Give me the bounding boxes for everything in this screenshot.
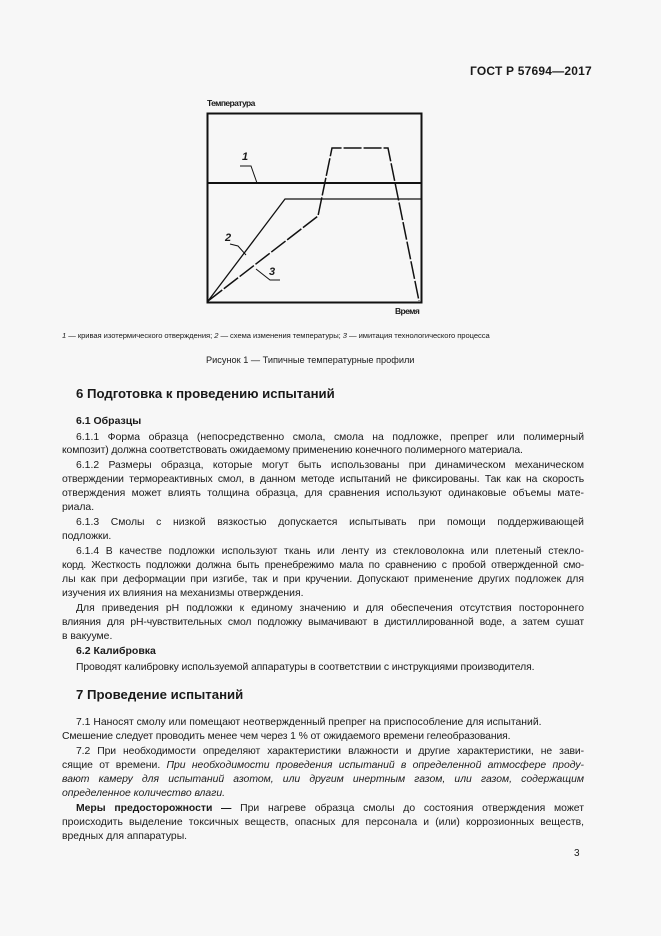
curve-label-1: 1	[242, 151, 248, 163]
paragraph-line: 7.1 Наносят смолу или помещают неотвержденный препрег на приспособление для испытаний.	[76, 717, 542, 728]
document-code: ГОСТ Р 57694—2017	[470, 64, 592, 78]
leader-1	[240, 166, 257, 183]
paragraph-line: риала.	[62, 502, 95, 513]
page-number: 3	[574, 848, 580, 859]
curve-label-2: 2	[225, 232, 231, 244]
section-6-2-heading: 6.2 Калибровка	[76, 645, 156, 657]
paragraph-line: Смешение следует проводить менее чем через 1 % от ожидаемого времени гелеобразования.	[62, 731, 511, 742]
paragraph-line: 6.1.4 В качестве подложки используют ткань или ленту из стекловолокна или плетеный стекло-	[76, 546, 584, 557]
figure-title: Рисунок 1 — Типичные температурные профили	[206, 355, 415, 365]
chart-frame	[208, 114, 422, 303]
leader-3	[256, 269, 280, 280]
figure-temperature-profiles	[200, 96, 440, 321]
paragraph-line: происходить выделение токсичных веществ, опасных для персонала и (или) коррозионных веществ,	[62, 817, 584, 828]
paragraph-line: Для приведения pH подложки к единому значению и для обеспечения отсутствия постороннего	[76, 603, 584, 614]
paragraph-line: корд. Жесткость подложки должна быть пренебрежимо мала по сравнению с пробой отвержденной смо-	[62, 560, 584, 571]
paragraph-line: влияния для pH-чувствительных смол подложку вымачивают в дистиллированной воде, а затем сушат	[62, 617, 584, 628]
paragraph-line: 6.1.2 Размеры образца, которые могут быть использованы при динамическом механическом	[76, 460, 584, 471]
chart-plot	[200, 96, 440, 321]
paragraph-line: сящие от времени. При необходимости проведения испытаний в определенной атмосфере проду-	[62, 760, 584, 771]
paragraph-line: отверждении термореактивных смол, в данном методе испытаний не фиксированы. Так как на скорость	[62, 474, 584, 485]
figure-legend: 1 — кривая изотермического отверждения; 2 — схема изменения температуры; 3 — имитация технологического процесса	[62, 331, 490, 340]
paragraph-line: лы как при деформации при изгибе, так и при кручении. Допускают применение других подложек для	[62, 574, 584, 585]
paragraph-line: отверждения может влиять толщина образца, для сравнения используют одинаковые объемы мате-	[62, 488, 584, 499]
curve-label-3: 3	[269, 266, 275, 278]
paragraph-line: определенное количество влаги.	[62, 788, 225, 799]
paragraph-line: 6.1.3 Смолы с низкой вязкостью допускается испытывать при помощи поддерживающей	[76, 517, 584, 528]
paragraph-line: вредных для аппаратуры.	[62, 831, 188, 842]
section-7-heading: 7 Проведение испытаний	[76, 687, 244, 702]
paragraph-line: в вакууме.	[62, 631, 113, 642]
precaution-line: Меры предосторожности — При нагреве образца смолы до состояния отверждения может	[76, 803, 584, 814]
curve-3	[208, 148, 419, 301]
paragraph-line: изучения их влияния на механизмы отверждения.	[62, 588, 304, 599]
paragraph-line: вают камеру для испытаний азотом, или другим инертным газом, или газом, содержащим	[62, 774, 584, 785]
section-6-heading: 6 Подготовка к проведению испытаний	[76, 386, 335, 401]
paragraph-line: подложки.	[62, 531, 112, 542]
paragraph-line: композит) должна соответствовать ожидаемому применению конечного полимерного материала.	[62, 445, 523, 456]
y-axis-label: Температура	[207, 98, 255, 108]
curve-2	[208, 199, 421, 301]
x-axis-label: Время	[395, 306, 420, 316]
paragraph-line: 6.1.1 Форма образца (непосредственно смола, смола на подложке, препрег или полимерный	[76, 432, 584, 443]
paragraph-line: Проводят калибровку используемой аппаратуры в соответствии с инструкциями производителя.	[76, 662, 535, 673]
paragraph-line: 7.2 При необходимости определяют характеристики влажности и другие характеристики, не зави-	[76, 746, 584, 757]
section-6-1-heading: 6.1 Образцы	[76, 415, 142, 427]
